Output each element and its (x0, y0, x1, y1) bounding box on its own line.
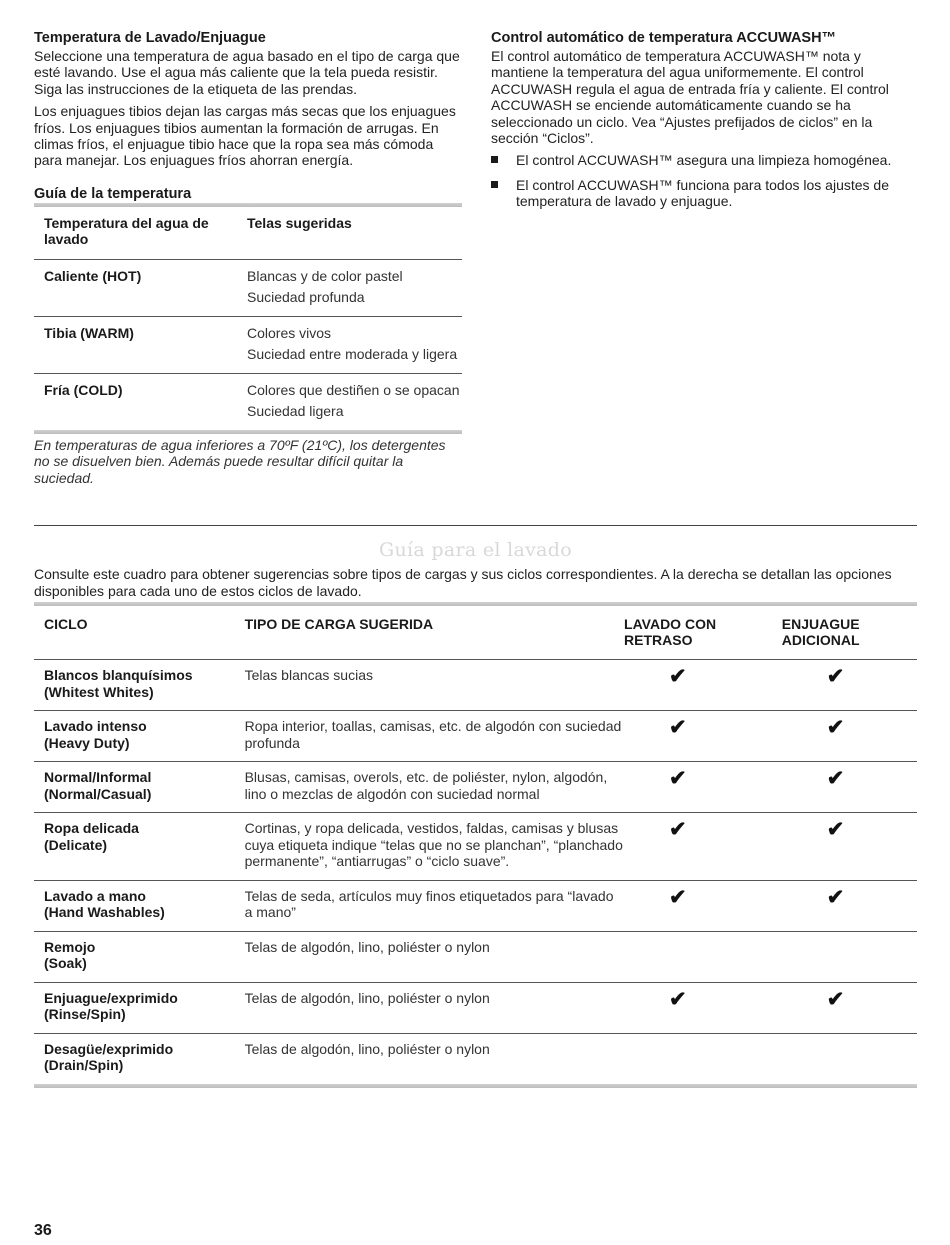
load-type: Telas de algodón, lino, poliéster o nylon (245, 931, 624, 982)
cycle-name-es: Lavado intenso (44, 718, 147, 734)
rinse-checkmark-icon: ✔ (782, 880, 917, 931)
fabric-line: Suciedad profunda (247, 288, 365, 305)
load-type: Blusas, camisas, overols, etc. de poliéster, nylon, algodón, lino o mezclas de algodón con suciedad normal (245, 762, 624, 813)
load-type: Telas de seda, artículos muy finos etiquetados para “lavado a mano” (245, 880, 624, 931)
cycle-name-en: (Rinse/Spin) (44, 1006, 126, 1022)
rinse-checkmark-icon: ✔ (782, 660, 917, 711)
bullet-text: El control ACCUWASH™ asegura una limpieza homogénea. (516, 152, 892, 169)
load-type: Telas blancas sucias (245, 660, 624, 711)
cycle-name-es: Desagüe/exprimido (44, 1040, 174, 1057)
table-row (34, 373, 462, 430)
square-bullet-icon (491, 181, 498, 188)
temp-name: Tibia (WARM) (44, 324, 134, 341)
rinse-checkmark-icon: ✔ (782, 762, 917, 813)
header-cycle: CICLO (34, 606, 245, 660)
delay-checkmark-icon: ✔ (624, 660, 782, 711)
fabric-line: Blancas y de color pastel (247, 267, 403, 284)
temp-fabrics (237, 373, 462, 430)
temperature-guide-title: Guía de la temperatura (34, 185, 192, 202)
temp-name: Fría (COLD) (44, 381, 123, 398)
temp-name: Caliente (HOT) (44, 267, 142, 284)
table-row (34, 259, 462, 316)
cycle-name-en: (Normal/Casual) (44, 785, 152, 802)
cycle-name-es: Normal/Informal (44, 769, 152, 785)
wash-guide-intro: Consulte este cuadro para obtener sugerencias sobre tipos de cargas y sus ciclos correspondientes. A la derecha se detallan las opciones disponibles para cada uno de estos ciclos de lavado. (34, 566, 892, 599)
temperature-table (34, 207, 462, 430)
delay-checkmark-icon: ✔ (624, 880, 782, 931)
table-row (34, 813, 917, 881)
fabric-line: Colores vivos (247, 324, 332, 341)
cycle-name (34, 880, 245, 931)
delay-checkmark-icon (624, 1033, 782, 1084)
table-row (34, 711, 917, 762)
fabric-line: Suciedad entre moderada y ligera (247, 345, 458, 362)
load-type: Telas de algodón, lino, poliéster o nylon (245, 982, 624, 1033)
cycle-name (34, 711, 245, 762)
cycle-name-en: (Soak) (44, 955, 87, 971)
temp-fabrics (237, 259, 462, 316)
cycle-name (34, 1033, 245, 1084)
accuwash-heading: Control automático de temperatura ACCUWASH™ (491, 30, 837, 46)
temp-fabrics (237, 316, 462, 373)
delay-checkmark-icon: ✔ (624, 762, 782, 813)
cycle-name (34, 813, 245, 881)
page-number: 36 (34, 1222, 52, 1239)
list-item (491, 177, 916, 210)
wash-guide-table (34, 606, 917, 1084)
cycle-name (34, 660, 245, 711)
rinse-paragraph: Los enjuagues tibios dejan las cargas más secas que los enjuagues fríos. Los enjuagues tibios aumentan la formación de arrugas. En climas fríos, el enjuague tibio hace que la ropa sea más cómoda para manejar. Los enjuagues fríos ahorran energía. (34, 103, 456, 169)
rinse-checkmark-icon (782, 1033, 917, 1084)
cycle-name (34, 762, 245, 813)
cycle-name (34, 982, 245, 1033)
list-item (491, 152, 916, 168)
section-divider (34, 525, 917, 526)
rinse-checkmark-icon: ✔ (782, 982, 917, 1033)
delay-checkmark-icon: ✔ (624, 982, 782, 1033)
table-row (34, 880, 917, 931)
temperature-table-header (34, 207, 462, 260)
temperature-heading: Temperatura de Lavado/Enjuague (34, 30, 266, 46)
cycle-name-en: (Hand Washables) (44, 904, 165, 920)
delay-checkmark-icon: ✔ (624, 813, 782, 881)
cycle-name-en: (Drain/Spin) (44, 1057, 124, 1073)
table-row (34, 1033, 917, 1084)
guide-bottom-rule (34, 430, 462, 434)
cycle-name-es: Ropa delicada (44, 820, 139, 836)
header-extra-rinse: ENJUAGUE ADICIONAL (782, 606, 917, 660)
accuwash-paragraph: El control automático de temperatura ACCUWASH™ nota y mantiene la temperatura del agua uniformemente. El control ACCUWASH regula el agua de entrada fría y caliente. El control ACCUWASH se enciende automáticamente cuando se ha seleccionado un ciclo. Vea “Ajustes prefijados de ciclos” en la sección “Ciclos”. (491, 48, 889, 147)
bullet-text: El control ACCUWASH™ funciona para todos los ajustes de temperatura de lavado y enjuague. (516, 176, 889, 210)
accuwash-bullets (491, 152, 916, 209)
cycle-name-en: (Delicate) (44, 836, 108, 853)
rinse-checkmark-icon: ✔ (782, 813, 917, 881)
wash-table-header (34, 606, 917, 660)
rinse-checkmark-icon (782, 931, 917, 982)
table-row (34, 316, 462, 373)
cycle-name-es: Lavado a mano (44, 887, 146, 904)
wash-guide-table-wrap (34, 602, 917, 1088)
cycle-name-es: Remojo (44, 938, 96, 955)
temperature-paragraph: Seleccione una temperatura de agua basado en el tipo de carga que esté lavando. Use el agua más caliente que la tela pueda resistir. Siga las instrucciones de la etiqueta de las prendas. (34, 48, 460, 97)
cycle-name-en: (Whitest Whites) (44, 683, 154, 700)
table-row (34, 931, 917, 982)
table-row (34, 660, 917, 711)
header-load-type: TIPO DE CARGA SUGERIDA (245, 606, 624, 660)
load-type: Cortinas, y ropa delicada, vestidos, faldas, camisas y blusas cuya etiqueta indique “telas que no se planchan”, “planchado permanente”, “antiarrugas” o “ciclo suave”. (245, 813, 624, 881)
load-type: Telas de algodón, lino, poliéster o nylon (244, 1040, 490, 1057)
table-row (34, 762, 917, 813)
cycle-name-en: (Heavy Duty) (44, 734, 130, 751)
cycle-name-es: Enjuague/exprimido (44, 989, 178, 1006)
accuwash-section (491, 30, 916, 218)
cycle-name-es: Blancos blanquísimos (44, 667, 193, 683)
delay-checkmark-icon: ✔ (624, 711, 782, 762)
temperature-note: En temperaturas de agua inferiores a 70ºF (21ºC), los detergentes no se disuelven bien. Además puede resultar difícil quitar la suciedad. (34, 436, 446, 486)
wash-guide-title: Guía para el lavado (379, 539, 572, 561)
delay-checkmark-icon (624, 931, 782, 982)
cycle-name (34, 931, 245, 982)
rinse-checkmark-icon: ✔ (782, 711, 917, 762)
fabric-line: Colores que destiñen o se opacan (247, 381, 460, 398)
wash-table-bottom-rule (34, 1084, 917, 1088)
table-row (34, 982, 917, 1033)
fabric-line: Suciedad ligera (247, 402, 344, 419)
temperature-section (34, 30, 462, 486)
square-bullet-icon (491, 156, 498, 163)
load-type: Ropa interior, toallas, camisas, etc. de algodón con suciedad profunda (245, 711, 624, 762)
header-fabrics: Telas sugeridas (247, 214, 352, 231)
header-delay-wash: LAVADO CON RETRASO (624, 606, 782, 660)
header-water-temp: Temperatura del agua de lavado (44, 214, 209, 247)
